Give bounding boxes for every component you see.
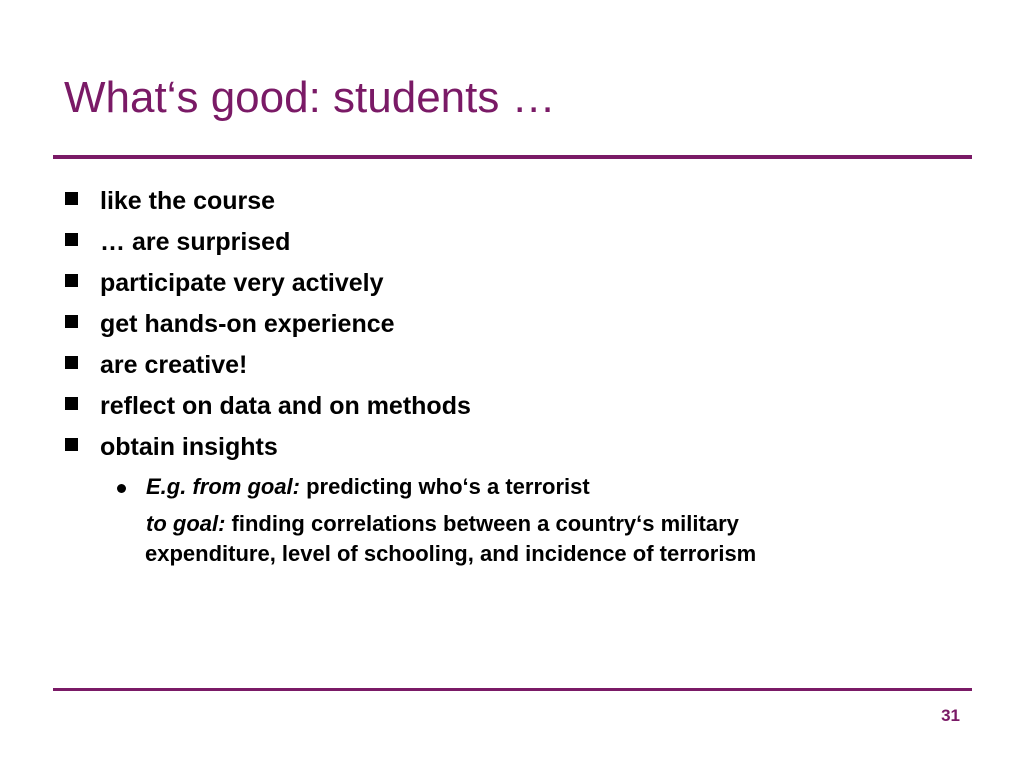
bullet-item bbox=[64, 222, 471, 263]
square-bullet-icon bbox=[65, 315, 78, 328]
to-goal-text-continued: expenditure, level of schooling, and incidence of terrorism bbox=[145, 541, 757, 566]
bullet-item bbox=[64, 181, 471, 222]
bullet-text: participate very actively bbox=[100, 269, 384, 297]
square-bullet-icon bbox=[65, 356, 78, 369]
sub-bullet-to-continued bbox=[113, 539, 873, 569]
bullet-item bbox=[64, 427, 471, 468]
bullet-text: are creative! bbox=[100, 351, 248, 379]
bullet-item bbox=[64, 304, 471, 345]
bullet-item bbox=[64, 386, 471, 427]
square-bullet-icon bbox=[65, 274, 78, 287]
from-goal-label: E.g. from goal: bbox=[146, 474, 300, 499]
to-goal-text: finding correlations between a country‘s military bbox=[225, 511, 739, 536]
to-goal-label: to goal: bbox=[146, 511, 226, 536]
square-bullet-icon bbox=[65, 192, 78, 205]
bullet-text: … are surprised bbox=[100, 228, 291, 256]
from-goal-text: predicting who‘s a terrorist bbox=[300, 474, 590, 499]
bullet-text: reflect on data and on methods bbox=[100, 392, 471, 420]
slide-title: What‘s good: students … bbox=[64, 73, 556, 122]
bullet-item bbox=[64, 263, 471, 304]
square-bullet-icon bbox=[65, 438, 78, 451]
page-number: 31 bbox=[941, 706, 960, 725]
square-bullet-icon bbox=[65, 397, 78, 410]
bullet-text: obtain insights bbox=[100, 433, 278, 461]
title-divider bbox=[53, 155, 972, 159]
bullet-text: get hands-on experience bbox=[100, 310, 395, 338]
sub-bullet-from bbox=[113, 472, 873, 502]
footer-divider bbox=[53, 688, 972, 691]
round-bullet-icon bbox=[117, 484, 126, 493]
bullet-list bbox=[64, 181, 471, 468]
bullet-text: like the course bbox=[100, 187, 276, 215]
square-bullet-icon bbox=[65, 233, 78, 246]
sub-bullet-block bbox=[113, 472, 873, 569]
bullet-item bbox=[64, 345, 471, 386]
sub-bullet-to bbox=[113, 509, 873, 539]
